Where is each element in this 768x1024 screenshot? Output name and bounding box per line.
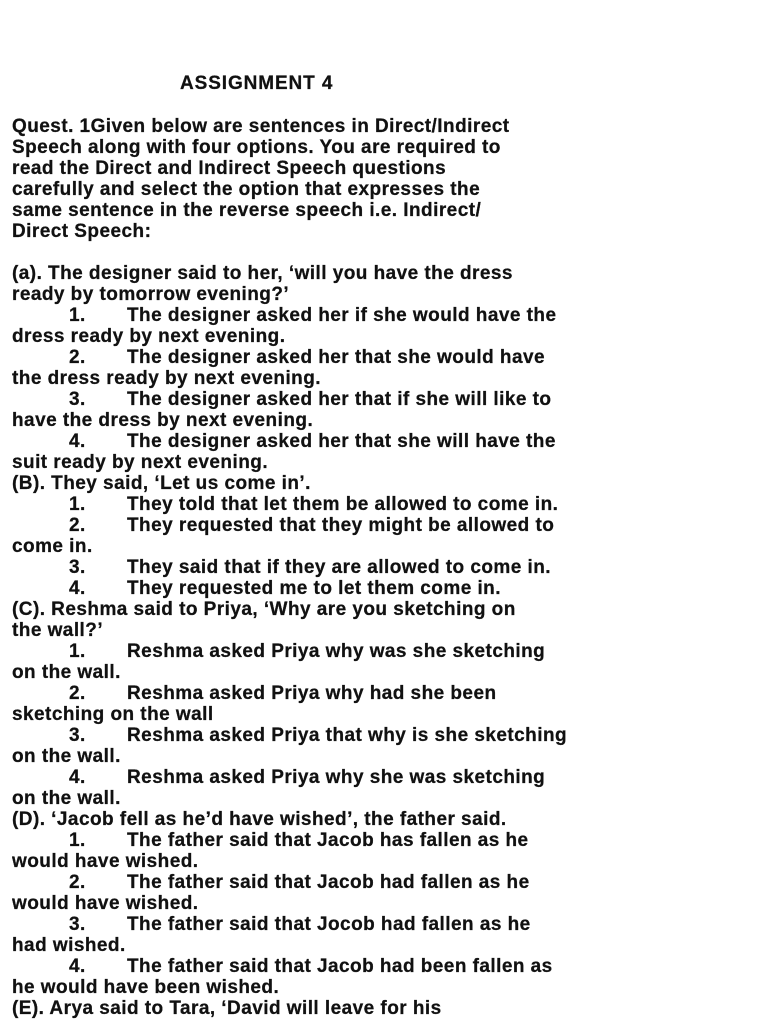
answer-option: [12, 515, 760, 557]
question-stem: (B). They said, ‘Let us come in’.: [12, 473, 311, 494]
question-instructions: [12, 116, 760, 242]
answer-option: [12, 956, 760, 998]
question-list: [12, 263, 760, 1019]
option-text-continued: on the wall.: [12, 788, 121, 809]
option-text-continued: would have wished.: [12, 851, 199, 872]
option-number: 3.: [69, 725, 86, 746]
assignment-title: ASSIGNMENT 4: [180, 73, 334, 94]
question-stem: (C). Reshma said to Priya, ‘Why are you sketching on: [12, 599, 516, 620]
question-a: [12, 263, 760, 473]
answer-option: [12, 914, 760, 956]
answer-option: [12, 494, 760, 515]
option-text: The father said that Jacob has fallen as he: [127, 830, 529, 851]
option-number: 2.: [69, 872, 86, 893]
option-text-continued: on the wall.: [12, 662, 121, 683]
option-text: Reshma asked Priya why she was sketching: [127, 767, 546, 788]
option-number: 1.: [69, 305, 86, 326]
instruction-line: carefully and select the option that expresses the: [12, 179, 481, 200]
option-text: The designer asked her if she would have the: [127, 305, 557, 326]
option-number: 3.: [69, 557, 86, 578]
question-stem: (a). The designer said to her, ‘will you have the dress: [12, 263, 513, 284]
instruction-line: Quest. 1Given below are sentences in Direct/Indirect: [12, 116, 510, 137]
option-number: 2.: [69, 515, 86, 536]
answer-option: [12, 347, 760, 389]
document-page: [12, 0, 760, 1024]
answer-option: [12, 305, 760, 347]
option-number: 4.: [69, 956, 86, 977]
answer-option: [12, 641, 760, 683]
answer-option: [12, 578, 760, 599]
question-stem: ready by tomorrow evening?’: [12, 284, 290, 305]
question-stem: (E). Arya said to Tara, ‘David will leave for his: [12, 998, 442, 1019]
answer-option: [12, 557, 760, 578]
instruction-line: same sentence in the reverse speech i.e. Indirect/: [12, 200, 482, 221]
option-text-continued: suit ready by next evening.: [12, 452, 269, 473]
option-text-continued: would have wished.: [12, 893, 199, 914]
option-text-continued: on the wall.: [12, 746, 121, 767]
answer-option: [12, 389, 760, 431]
option-number: 1.: [69, 830, 86, 851]
answer-option: [12, 830, 760, 872]
option-text-continued: he would have been wished.: [12, 977, 280, 998]
instruction-line: Speech along with four options. You are required to: [12, 137, 501, 158]
question-d: [12, 809, 760, 998]
question-stem: the wall?’: [12, 620, 104, 641]
question-c: [12, 599, 760, 809]
option-text: The father said that Jacob had fallen as he: [127, 872, 530, 893]
question-e: [12, 998, 760, 1019]
option-text-continued: had wished.: [12, 935, 126, 956]
answer-option: [12, 767, 760, 809]
instruction-line: read the Direct and Indirect Speech questions: [12, 158, 447, 179]
option-number: 2.: [69, 347, 86, 368]
option-text: The designer asked her that she will have the: [127, 431, 556, 452]
answer-option: [12, 725, 760, 767]
option-number: 1.: [69, 641, 86, 662]
option-text: Reshma asked Priya why had she been: [127, 683, 497, 704]
instruction-line: Direct Speech:: [12, 221, 152, 242]
option-text: They requested me to let them come in.: [127, 578, 501, 599]
option-text: The father said that Jacob had been fallen as: [127, 956, 553, 977]
answer-option: [12, 683, 760, 725]
option-text-continued: dress ready by next evening.: [12, 326, 286, 347]
option-text: The designer asked her that if she will like to: [127, 389, 552, 410]
option-text: They requested that they might be allowed to: [127, 515, 555, 536]
question-b: [12, 473, 760, 599]
option-text: The designer asked her that she would have: [127, 347, 546, 368]
option-text: They told that let them be allowed to come in.: [127, 494, 559, 515]
option-number: 1.: [69, 494, 86, 515]
option-text: The father said that Jocob had fallen as he: [127, 914, 531, 935]
option-number: 3.: [69, 914, 86, 935]
option-number: 3.: [69, 389, 86, 410]
option-text: Reshma asked Priya why was she sketching: [127, 641, 546, 662]
question-stem: (D). ‘Jacob fell as he’d have wished’, the father said.: [12, 809, 507, 830]
option-text: They said that if they are allowed to come in.: [127, 557, 552, 578]
option-number: 4.: [69, 767, 86, 788]
option-text-continued: sketching on the wall: [12, 704, 214, 725]
answer-option: [12, 872, 760, 914]
answer-option: [12, 431, 760, 473]
option-text-continued: come in.: [12, 536, 93, 557]
option-text-continued: the dress ready by next evening.: [12, 368, 322, 389]
option-number: 4.: [69, 431, 86, 452]
option-text-continued: have the dress by next evening.: [12, 410, 314, 431]
option-number: 4.: [69, 578, 86, 599]
option-number: 2.: [69, 683, 86, 704]
option-text: Reshma asked Priya that why is she sketching: [127, 725, 568, 746]
